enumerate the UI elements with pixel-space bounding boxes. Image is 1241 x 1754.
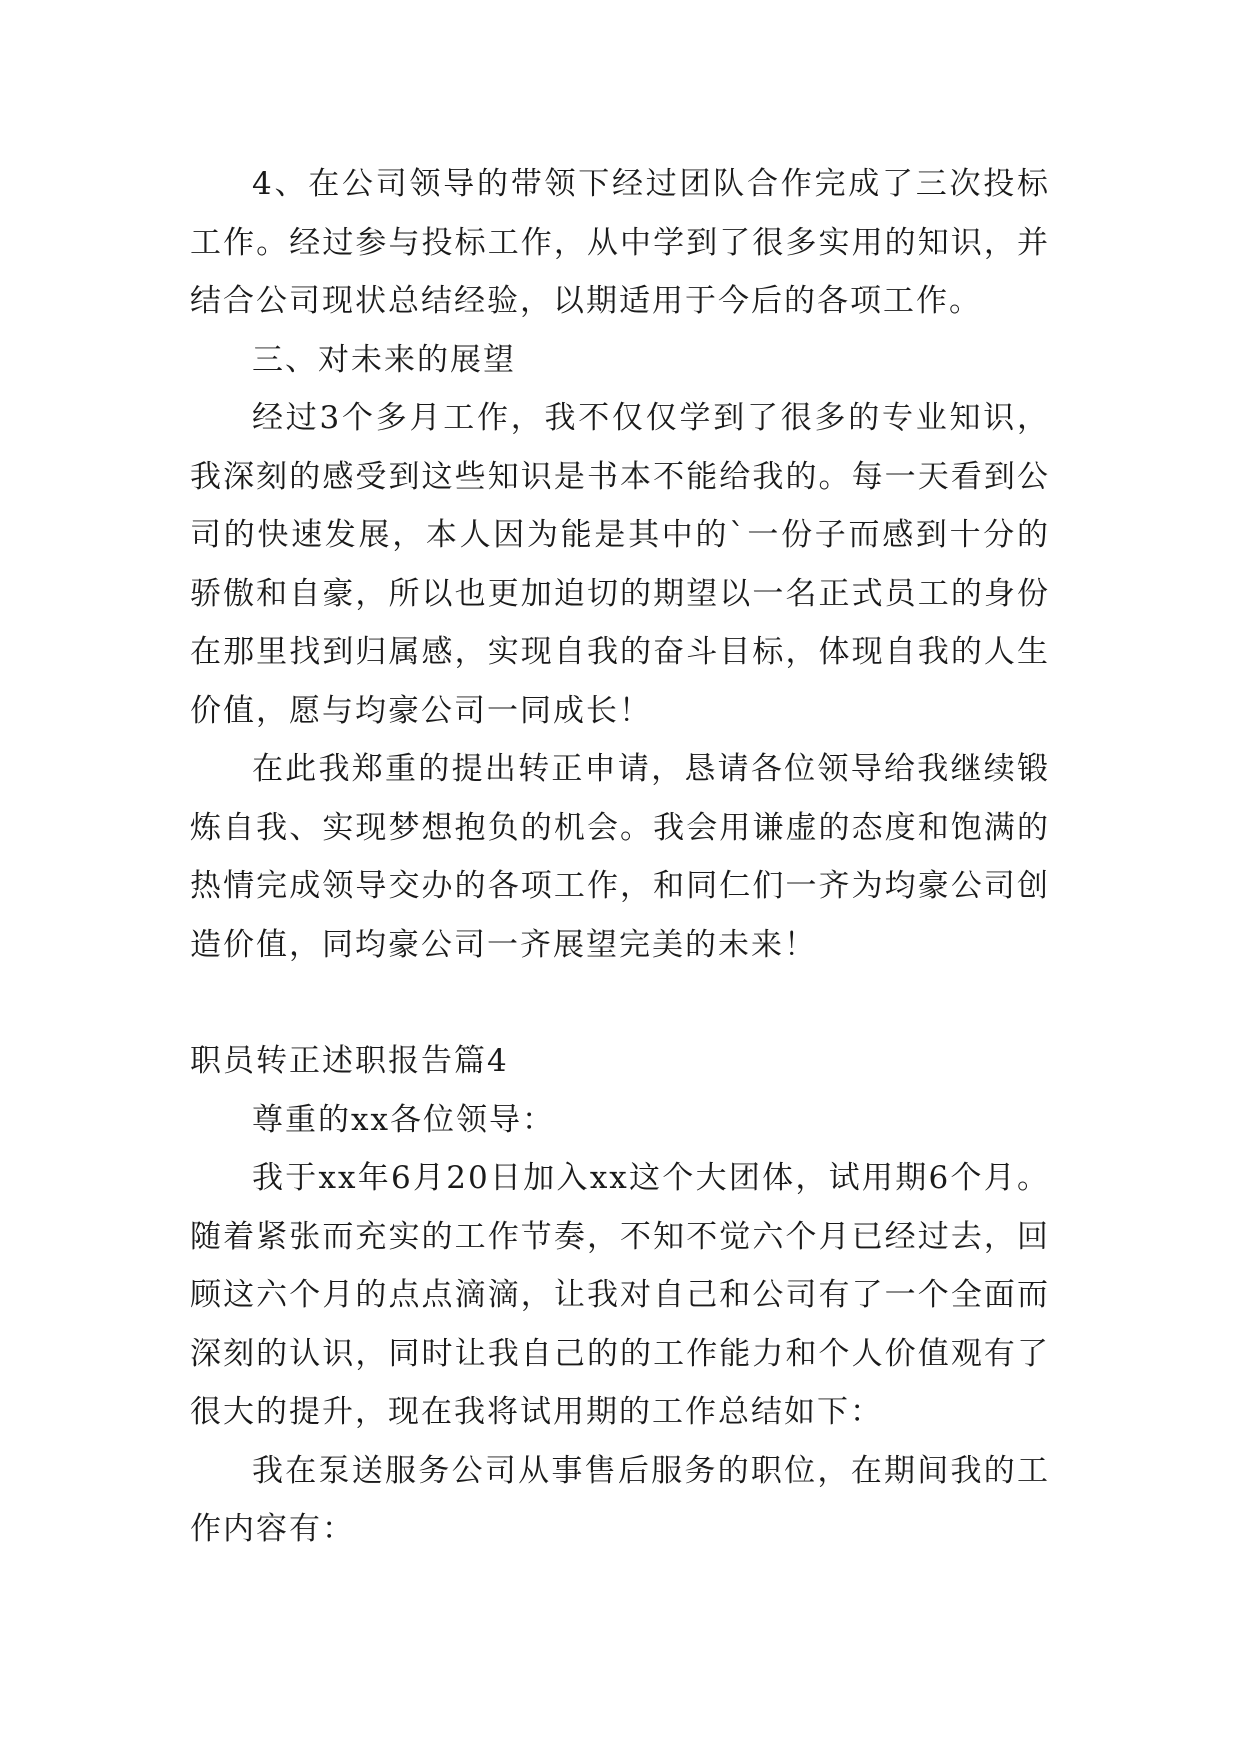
paragraph-probation-intro: 我于xx年6月20日加入xx这个大团体，试用期6个月。随着紧张而充实的工作节奏，不知不觉六个月已经过去，回顾这六个月的点点滴滴，让我对自己和公司有了一个全面而深刻的认识，同时让我自己的的工作能力和个人价值观有了很大的提升，现在我将试用期的工作总结如下：	[190, 1160, 1050, 1430]
document-body	[190, 155, 1050, 1559]
paragraph-bid-work: 4、在公司领导的带领下经过团队合作完成了三次投标工作。经过参与投标工作，从中学到了很多实用的知识，并结合公司现状总结经验，以期适用于今后的各项工作。	[190, 166, 1050, 319]
section-title: 职员转正述职报告篇4	[190, 1043, 509, 1079]
salutation: 尊重的xx各位领导：	[252, 1101, 555, 1138]
paragraph-outlook: 经过3个多月工作，我不仅仅学到了很多的专业知识，我深刻的感受到这些知识是书本不能给我的。每一天看到公司的快速发展，本人因为能是其中的`一份子而感到十分的骄傲和自豪，所以也更加迫切的期望以一名正式员工的身份在那里找到归属感，实现自我的奋斗目标，体现自我的人生价值，愿与均豪公司一同成长！	[190, 400, 1050, 729]
paragraph-application: 在此我郑重的提出转正申请，恳请各位领导给我继续锻炼自我、实现梦想抱负的机会。我会用谦虚的态度和饱满的热情完成领导交办的各项工作，和同仁们一齐为均豪公司创造价值，同均豪公司一齐展望完美的未来！	[190, 751, 1050, 963]
paragraph-job-content: 我在泵送服务公司从事售后服务的职位，在期间我的工作内容有：	[190, 1452, 1050, 1547]
heading-future-outlook: 三、对未来的展望	[252, 341, 516, 378]
